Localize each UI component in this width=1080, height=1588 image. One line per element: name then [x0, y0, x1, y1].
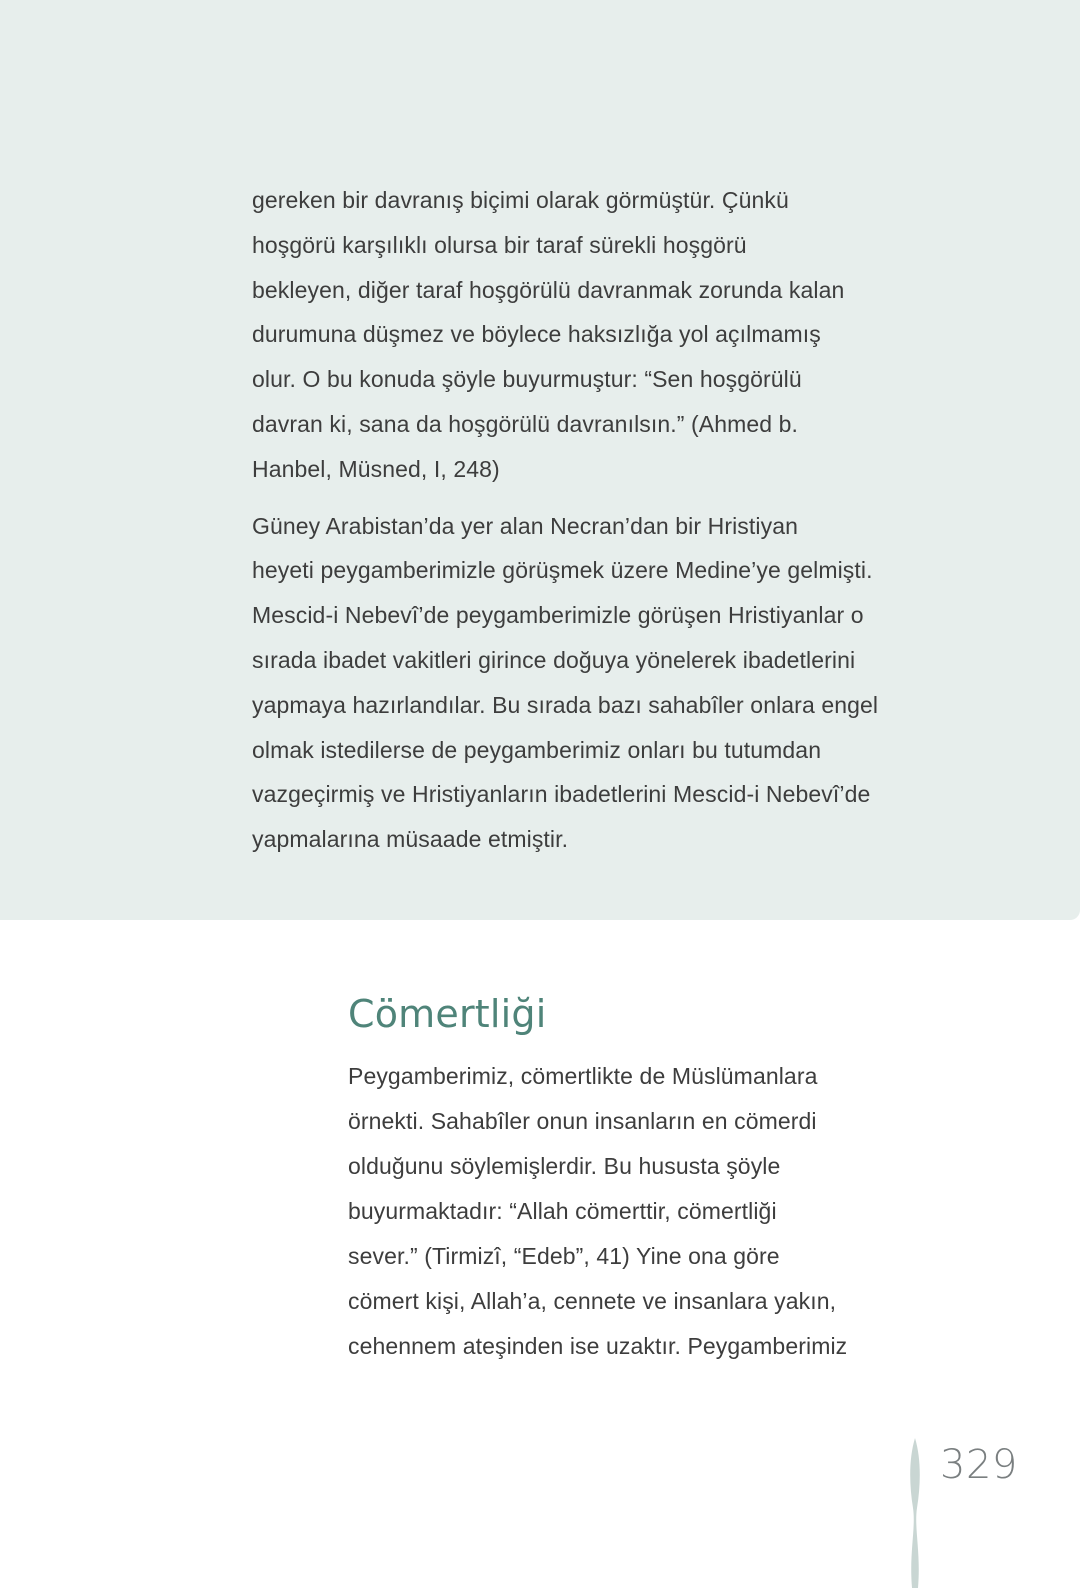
- text-line: olduğunu söylemişlerdir. Bu hususta şöyle: [348, 1153, 781, 1179]
- text-line: Hanbel, Müsned, I, 248): [252, 455, 500, 482]
- box-content: [252, 178, 892, 874]
- text-line: durumuna düşmez ve böylece haksızlığa yol açılmamış: [252, 321, 821, 348]
- text-line: olmak istedilerse de peygamberimiz onları bu tutumdan: [252, 736, 822, 763]
- text-line: bekleyen, diğer taraf hoşgörülü davranmak zorunda kalan: [252, 276, 845, 303]
- text-line: heyeti peygamberimizle görüşmek üzere Medine’ye gelmişti.: [252, 557, 873, 584]
- ornament-shape: [910, 1438, 920, 1588]
- text-line: vazgeçirmiş ve Hristiyanların ibadetlerini Mescid-i Nebevî’de: [252, 781, 871, 808]
- text-line: sırada ibadet vakitleri girince doğuya yönelerek ibadetlerini: [252, 646, 856, 673]
- text-line: Mescid-i Nebevî’de peygamberimizle görüşen Hristiyanlar o: [252, 602, 864, 629]
- text-line: davran ki, sana da hoşgörülü davranılsın.” (Ahmed b.: [252, 410, 799, 437]
- text-line: gereken bir davranış biçimi olarak görmüştür. Çünkü: [252, 187, 789, 213]
- text-line: yapmalarına müsaade etmiştir.: [252, 826, 569, 853]
- text-line: sever.” (Tirmizî, “Edeb”, 41) Yine ona göre: [348, 1243, 780, 1269]
- section-paragraph: [348, 1054, 908, 1369]
- page-number: 329: [940, 1442, 1018, 1488]
- section-comertligi: [348, 990, 908, 1369]
- text-line: olur. O bu konuda şöyle buyurmuştur: “Sen hoşgörülü: [252, 366, 802, 393]
- text-line: cömert kişi, Allah’a, cennete ve insanlara yakın,: [348, 1288, 837, 1314]
- text-line: cehennem ateşinden ise uzaktır. Peygamberimiz: [348, 1333, 848, 1359]
- page-marker-ornament: [908, 1438, 922, 1588]
- text-line: yapmaya hazırlandılar. Bu sırada bazı sahabîler onlara engel: [252, 691, 879, 718]
- text-line: hoşgörü karşılıklı olursa bir taraf sürekli hoşgörü: [252, 231, 747, 258]
- section-heading: Cömertliği: [348, 992, 547, 1036]
- text-line: Peygamberimiz, cömertlikte de Müslümanlara: [348, 1063, 818, 1089]
- text-line: örnekti. Sahabîler onun insanların en cömerdi: [348, 1108, 817, 1134]
- box-paragraph-2: [252, 504, 892, 862]
- text-line: buyurmaktadır: “Allah cömerttir, cömertliği: [348, 1198, 777, 1224]
- text-line: Güney Arabistan’da yer alan Necran’dan bir Hristiyan: [252, 512, 798, 539]
- box-paragraph-1: [252, 178, 892, 492]
